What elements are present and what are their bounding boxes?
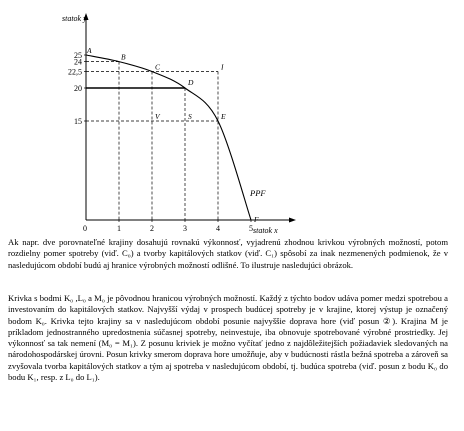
x-tick-label: 5 [249,224,253,233]
ppf-curve-label: PPF [250,188,266,198]
x-axis-origin-tick: 0 [83,224,87,233]
paragraph-explanation: Krivka s bodmi K₀ ,L₀ a M₀ je pôvodnou hranicou výrobných možností. Každý z týchto bodov udáva pomer medzi spotrebou a investovaním do kapitálových statkov. Najvyšší výdaj v prospech budúcej spotreby je v krajine, ktorej výstup je označený bodom K₀. Krivka tejto krajiny sa v nasledujúcom období posunie najvyššie doprava hore (viď posun ②). Krajina M je príkladom jednostranného upredostnenia súčasnej spotreby, neinvestuje, iba obnovuje spotrebované výrobné prostriedky. Jej výkonnosť sa tak nemení (M₀ = M₁). Z posunu kriviek je možno vyčítať jedno z najdôležitejších požiadaviek sledovaných na národohospodárskej úrovni. Posun krivky smerom doprava hore umožňuje, aby v budúcnosti rástla bežná spotreba a zároveň sa zvyšovala tvorba kapitálových statkov a tým aj spotreba v nasledujúcom období, tj. budúca spotreba (viď. posun z bodu K₀ do bodu K₁, resp. z L₀ do L₁). [8,293,448,383]
point-label-d: D [188,78,194,87]
point-label-e: E [221,112,226,121]
paragraph-intro: Ak napr. dve porovnateľné krajiny dosahujú rovnakú výkonnosť, vyjadrenú zhodnou krivkou výrobných možností, potom rozdielny pomer spotreby (viď. C₀) a tvorby kapitálových statkov (viď. C₁) spôsobí za inak nezmenených podmienok, že v nasledujúcom období budú aj hranice výrobných možností odlišné. To ilustruje nasledujúci obrázok. [8,237,448,270]
guide-lines [86,62,218,220]
point-label-v: V [155,112,160,121]
ppf-curve [86,52,251,220]
x-tick-label: 3 [183,224,187,233]
x-tick-label: 4 [216,224,220,233]
x-tick-label: 2 [150,224,154,233]
point-label-i: I [221,62,224,72]
point-label-s: S [188,112,192,121]
y-tick-label: 24 [74,57,82,67]
point-label-f: F [254,215,259,224]
point-label-a: A [87,46,92,55]
ppf-curve-group [86,52,251,220]
point-label-c: C [155,62,161,72]
x-axis-label: statok x [253,226,278,235]
y-tick-label: 15 [74,117,82,126]
y-tick-label: 20 [74,84,82,93]
x-tick-label: 1 [117,224,121,233]
y-tick-label: 22,5 [68,67,82,77]
y-tick-label: 25 [74,51,82,60]
point-label-b: B [121,52,126,62]
y-axis-label: statok y [62,14,87,23]
x-axis-arrowhead [289,218,296,223]
